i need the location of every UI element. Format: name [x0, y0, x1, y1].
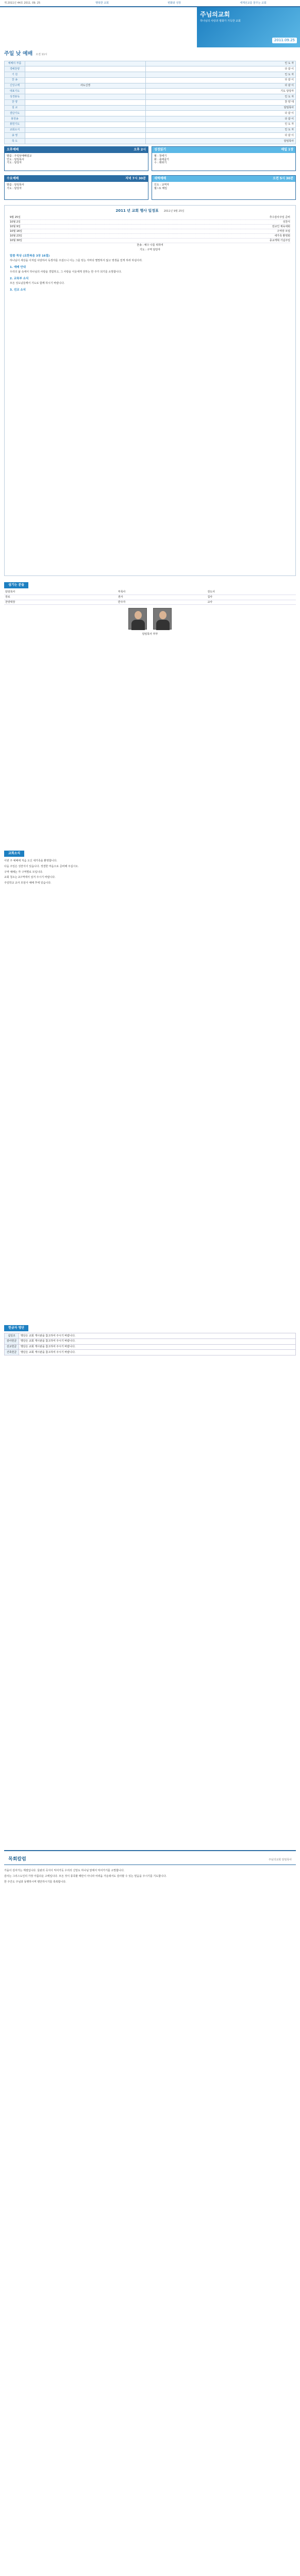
pastor-wife-photo — [153, 608, 172, 630]
order-content — [25, 139, 146, 144]
news-bar: 교회소식 — [4, 851, 24, 857]
notice-panel — [4, 205, 296, 576]
issue-info: 제 2011년 44호 2011. 09. 25 — [4, 1, 41, 5]
notice-item-date: 10월 2일 — [10, 220, 21, 224]
worship-order-row — [5, 127, 296, 133]
motto-3: 세계선교를 꿈꾸는 교회 — [240, 1, 266, 5]
order-leader: 인 도 자 — [145, 72, 295, 78]
order-content — [25, 133, 146, 139]
worship-order-row — [5, 72, 296, 78]
order-content — [25, 94, 146, 100]
offering-table — [4, 1333, 296, 1355]
order-content: 사도신경 — [25, 83, 146, 89]
worship-order-row — [5, 99, 296, 105]
order-leader: 다 같 이 — [145, 133, 295, 139]
order-label: 예배의 부름 — [5, 61, 25, 66]
order-content — [25, 105, 146, 111]
worship-order-table — [4, 61, 296, 144]
order-label: 설 교 — [5, 105, 25, 111]
notice-subhead: 1. 예배 안내 — [10, 265, 26, 269]
box-title: 새벽예배 — [154, 176, 166, 180]
pastor-photos — [4, 608, 296, 630]
offering-row — [5, 1344, 296, 1350]
staff-cell: 담임목사 — [4, 590, 117, 595]
column-body — [0, 1868, 300, 2576]
staff-cell: 찬양대장 — [4, 600, 117, 605]
staff-row — [4, 595, 296, 600]
pastor-photo — [128, 608, 147, 630]
notice-item-date: 10월 23일 — [10, 234, 22, 238]
order-leader: 인 도 자 — [145, 122, 295, 127]
photo-caption: 담임목사 부부 — [142, 633, 158, 636]
worship-order-row — [5, 133, 296, 139]
order-content — [25, 127, 146, 133]
worship-order-row — [5, 89, 296, 94]
column-author: 주님의교회 담임목사 — [268, 1858, 292, 1862]
offering-names: 명단은 교회 게시판을 참고하여 주시기 바랍니다. — [19, 1350, 296, 1355]
worship-order-row — [5, 77, 296, 83]
notice-item — [10, 225, 290, 229]
box-line: 화 : 출애굽기 — [154, 158, 170, 161]
news-item: 다음 주일은 성찬식이 있습니다. 정결한 마음으로 준비해 주십시오. — [4, 865, 79, 868]
notice-center-line: 기도 : 구역 담당자 — [139, 248, 161, 251]
box-line: 월 : 창세기 — [154, 154, 167, 158]
box-line: 인도 : 담임목사 — [7, 158, 24, 161]
order-label: 대표기도 — [5, 89, 25, 94]
service-box — [152, 175, 296, 200]
offering-row — [5, 1333, 296, 1339]
notice-paragraph: 우리의 삶 속에서 하나님의 사랑을 경험하고, 그 사랑을 이웃에게 전하는 한 주가 되기를 소망합니다. — [10, 270, 122, 274]
offering-type: 감사헌금 — [5, 1338, 19, 1344]
order-label: 축 도 — [5, 139, 25, 144]
order-label: 찬 송 — [5, 77, 25, 83]
worship-order-row — [5, 116, 296, 122]
notice-item-date: 10월 9일 — [10, 225, 21, 228]
notice-item-date: 9월 25일 — [10, 215, 21, 219]
order-label: 찬 양 — [5, 99, 25, 105]
bulletin-date: 2011.09.25 — [272, 38, 297, 43]
notice-title: 2011 년 교회 행사 일정표 2011년 9월 25일 — [115, 208, 185, 213]
notice-item — [10, 239, 290, 243]
box-title: 오후예배 — [7, 147, 19, 151]
order-content — [25, 116, 146, 122]
order-leader: 다 같 이 — [145, 111, 295, 116]
motto-1: 행복한 교회 — [95, 1, 109, 5]
notice-item-text: 종교개혁 기념주일 — [269, 239, 290, 242]
notice-item-text: 성찬식 — [282, 220, 290, 224]
notice-item-date: 10월 16일 — [10, 229, 22, 233]
order-label: 기 원 — [5, 72, 25, 78]
order-label: 성경봉독 — [5, 94, 25, 100]
notice-subhead: 3. 선교 소식 — [10, 289, 26, 292]
column-paragraph: 감사는 그리스도인의 가장 아름다운 고백입니다. 모든 것이 풍족할 때만이 아니라 어려움 가운데서도 감사할 수 있는 믿음을 주시기를 기도합니다. — [4, 1875, 167, 1878]
offering-names: 명단은 교회 게시판을 참고하여 주시기 바랍니다. — [19, 1333, 296, 1339]
order-leader: 기도 담당자 — [145, 89, 295, 94]
notice-item-text: 구역장 모임 — [277, 229, 290, 233]
box-note: 매일 1장 — [281, 147, 293, 151]
worship-title: 주일 낮 예배 — [4, 51, 33, 57]
notice-list — [10, 215, 290, 243]
order-label: 신앙고백 — [5, 83, 25, 89]
box-line: 말씀 : 주일낮예배설교 — [7, 154, 32, 158]
box-note: 저녁 7시 30분 — [125, 176, 146, 180]
staff-cell: 전도사 — [206, 590, 296, 595]
notice-item — [10, 229, 290, 234]
column-paragraph: 가을이 깊어가는 계절입니다. 들판의 곡식이 익어가듯 우리의 신앙도 하나님 앞에서 익어가기를 소망합니다. — [4, 1869, 125, 1873]
order-label: 봉헌송 — [5, 116, 25, 122]
church-slogan: 하나님의 사랑과 평화가 가득한 교회 — [200, 20, 241, 23]
order-content — [25, 66, 146, 72]
staff-cell: 집사 — [206, 595, 296, 600]
worship-order-row — [5, 139, 296, 144]
worship-time: 오전 11시 — [36, 53, 47, 56]
worship-order-row — [5, 61, 296, 66]
church-name: 주님의교회 — [200, 11, 230, 18]
order-leader: 찬 양 대 — [145, 99, 295, 105]
box-line: 인도 : 교역자 — [154, 183, 170, 187]
notice-item — [10, 215, 290, 220]
worship-order-row — [5, 111, 296, 116]
news-item: 구역 예배는 각 구역별로 모입니다. — [4, 870, 43, 874]
staff-cell: 권사 — [117, 595, 207, 600]
box-line: 수 : 레위기 — [154, 161, 167, 165]
worship-order-row — [5, 105, 296, 111]
worship-order-row — [5, 83, 296, 89]
notice-item-text: 새가족 환영회 — [274, 234, 290, 238]
staff-cell: 교사 — [206, 600, 296, 605]
notice-center-line: 찬송 : 예수 나를 위하여 — [137, 244, 163, 247]
worship-heading — [0, 47, 300, 61]
offering-bar: 헌금자 명단 — [4, 1325, 28, 1331]
offering-type: 선교헌금 — [5, 1344, 19, 1350]
service-box — [152, 146, 296, 171]
order-leader: 인 도 자 — [145, 127, 295, 133]
news-item: 교회 청소는 2구역에서 섬겨 주시기 바랍니다. — [4, 876, 56, 879]
order-leader: 담임목사 — [145, 105, 295, 111]
offering-type: 십일조 — [5, 1333, 19, 1339]
order-label: 경배찬양 — [5, 66, 25, 72]
order-leader: 인 도 자 — [145, 61, 295, 66]
column-paragraph: 한 주간도 주님과 동행하시며 평안하시기를 축복합니다. — [4, 1880, 66, 1884]
order-content — [25, 61, 146, 66]
box-title: 수요예배 — [7, 176, 19, 180]
order-leader: 다 같 이 — [145, 77, 295, 83]
order-leader: 다 같 이 — [145, 116, 295, 122]
news-item: 주일학교 교사 모임이 예배 후에 있습니다. — [4, 882, 52, 885]
notice-paragraph: 모든 성도님들께서 기도로 함께 하시기 바랍니다. — [10, 282, 65, 285]
staff-row — [4, 590, 296, 595]
worship-order-row — [5, 94, 296, 100]
news-list — [0, 858, 300, 1322]
top-bar — [0, 0, 300, 7]
order-leader: 인 도 자 — [145, 94, 295, 100]
offering-row — [5, 1338, 296, 1344]
order-label: 교회소식 — [5, 127, 25, 133]
staff-cell: 부목사 — [117, 590, 207, 595]
service-boxes-top — [0, 144, 300, 173]
service-box — [4, 146, 148, 171]
divider — [4, 1850, 296, 1851]
offering-row — [5, 1350, 296, 1355]
staff-bar: 섬기는 분들 — [4, 582, 28, 588]
order-content — [25, 72, 146, 78]
order-leader: 다 같 이 — [145, 83, 295, 89]
news-item: 이번 주 예배에 처음 오신 새가족을 환영합니다. — [4, 859, 57, 863]
notice-paragraph: 하나님이 세상을 이처럼 사랑하사 독생자를 주셨으니 이는 그를 믿는 자마다 멸망하지 않고 영생을 얻게 하려 하심이라. — [10, 259, 143, 262]
order-label: 송 영 — [5, 133, 25, 139]
order-content — [25, 122, 146, 127]
staff-row — [4, 600, 296, 605]
offering-type: 건축헌금 — [5, 1350, 19, 1355]
mottos — [66, 2, 296, 5]
order-leader: 다 같 이 — [145, 66, 295, 72]
box-title: 성경읽기 — [154, 147, 166, 151]
order-leader: 담임목사 — [145, 139, 295, 144]
column-title: 목회칼럼 — [8, 1857, 26, 1862]
header — [0, 7, 300, 47]
service-boxes-bottom — [0, 173, 300, 202]
order-content — [25, 99, 146, 105]
box-note: 오전 5시 30분 — [273, 176, 293, 180]
offering-names: 명단은 교회 게시판을 참고하여 주시기 바랍니다. — [19, 1344, 296, 1350]
staff-cell: 장로 — [4, 595, 117, 600]
box-line: 월~토 매일 — [154, 187, 168, 190]
box-line: 기도 : 담당자 — [7, 161, 22, 165]
notice-date: 2011년 9월 25일 — [163, 209, 185, 213]
notice-item-text: 추수감사주일 준비 — [269, 215, 290, 219]
box-note: 오후 2시 — [134, 147, 146, 151]
notice-item-text: 전교인 체육대회 — [272, 225, 290, 228]
notice-body-title: 말씀 묵상 (요한복음 3장 16절) — [10, 254, 50, 258]
column-heading — [4, 1854, 296, 1865]
notice-item — [10, 234, 290, 239]
service-box — [4, 175, 148, 200]
order-content — [25, 77, 146, 83]
box-line: 말씀 : 담임목사 — [7, 183, 24, 187]
order-content — [25, 111, 146, 116]
offering-names: 명단은 교회 게시판을 참고하여 주시기 바랍니다. — [19, 1338, 296, 1344]
notice-subhead: 2. 교육부 소식 — [10, 277, 29, 280]
box-line: 기도 : 담당자 — [7, 187, 22, 190]
staff-cell: 반주자 — [117, 600, 207, 605]
worship-order-row — [5, 122, 296, 127]
order-label: 봉헌기도 — [5, 122, 25, 127]
order-label: 결단기도 — [5, 111, 25, 116]
order-content — [25, 89, 146, 94]
church-banner — [197, 7, 300, 47]
worship-order-row — [5, 66, 296, 72]
staff-table — [4, 590, 296, 605]
motto-2: 변화와 성장 — [168, 1, 181, 5]
notice-item-date: 10월 30일 — [10, 239, 22, 242]
notice-item — [10, 220, 290, 225]
